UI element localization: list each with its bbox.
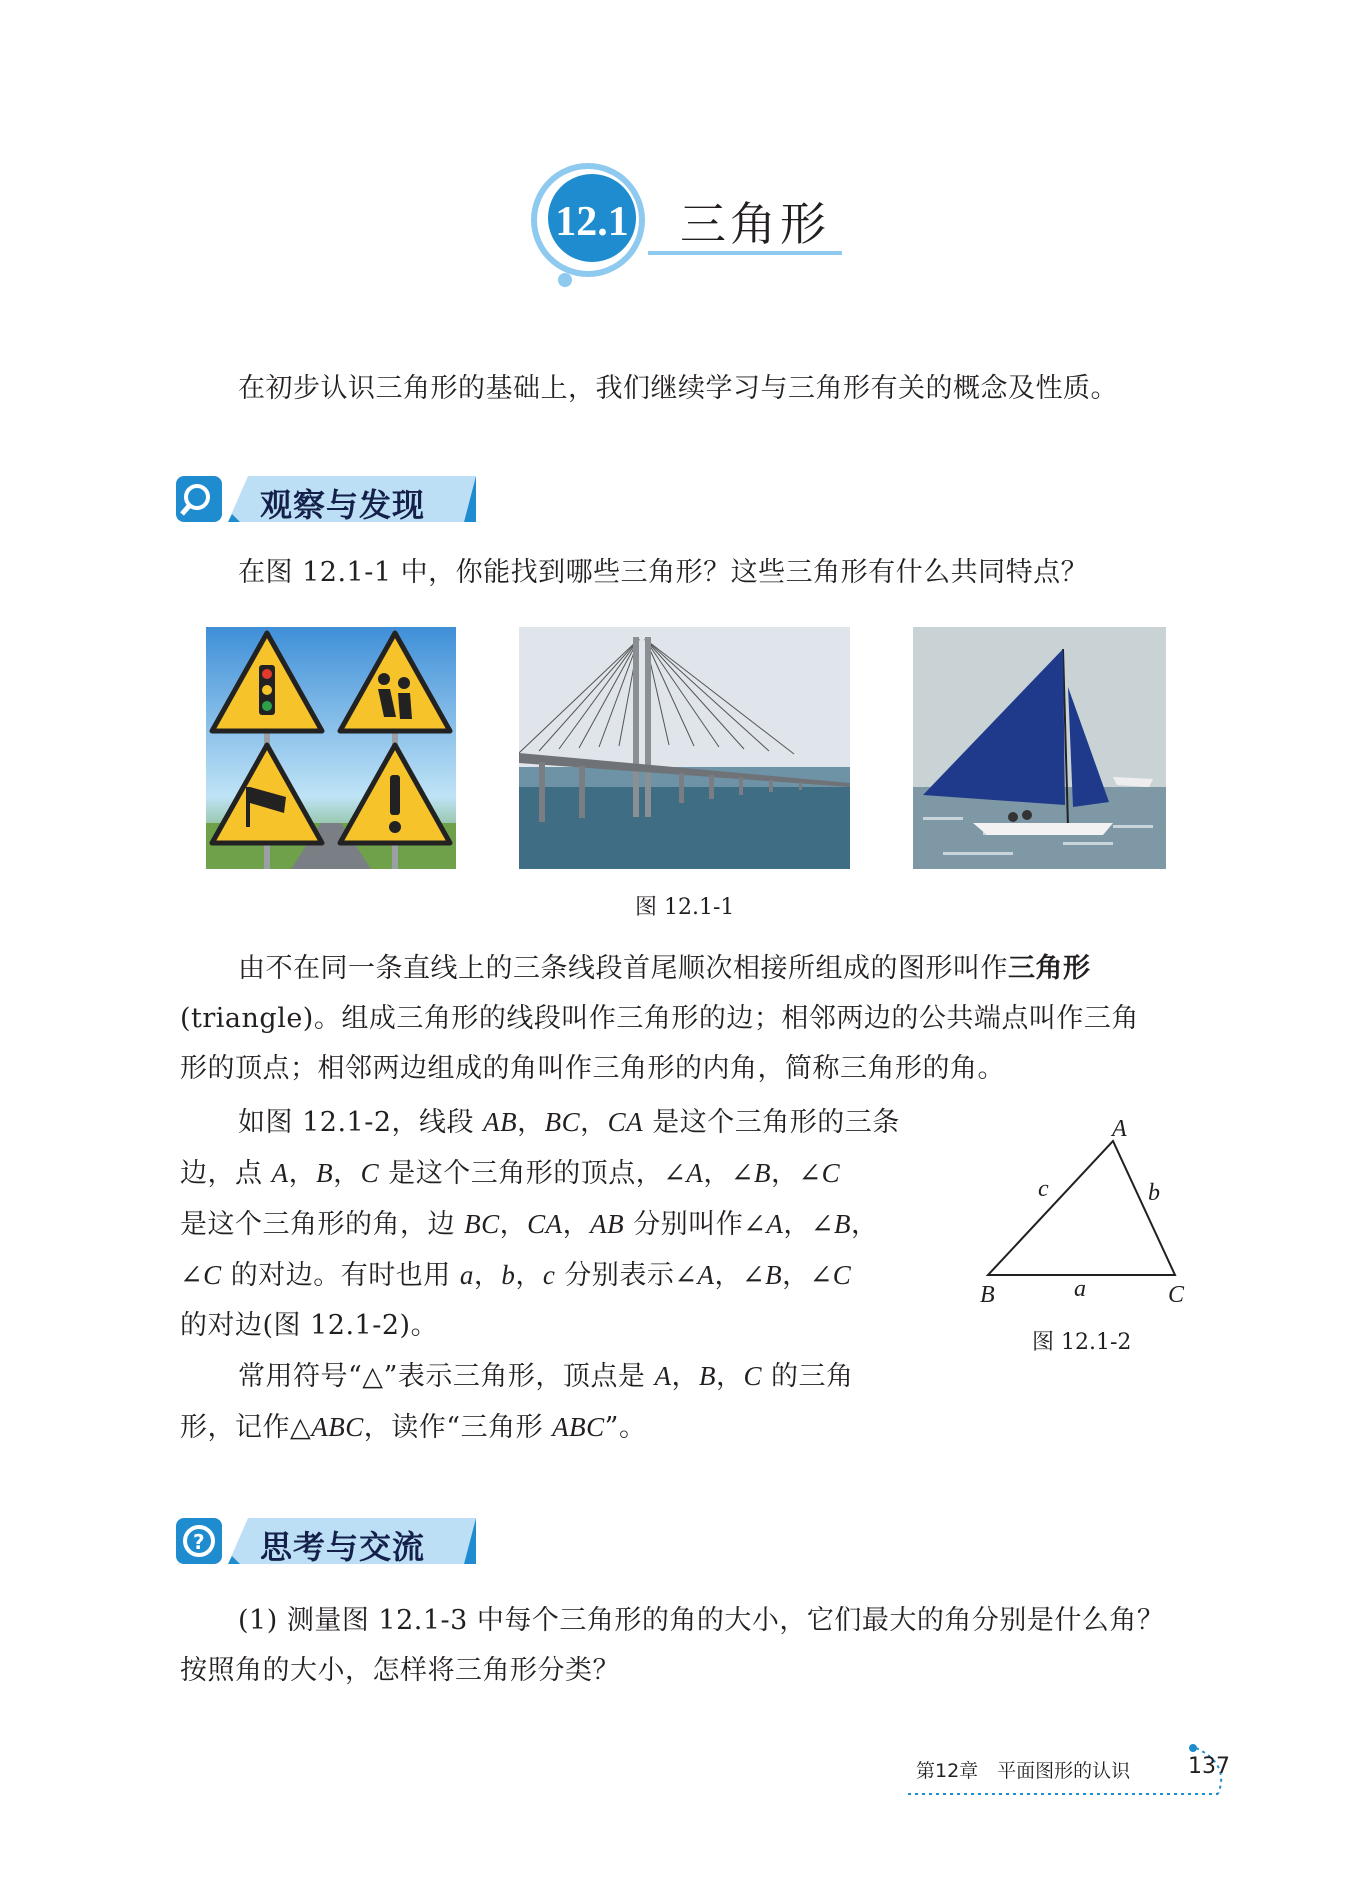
photo-cable-bridge <box>519 627 850 869</box>
definition-term: 三角形 <box>1008 953 1091 984</box>
vertex-label-A: A <box>1112 1116 1127 1142</box>
side-label-a: a <box>1074 1276 1086 1302</box>
section-badge <box>530 158 850 288</box>
figure2-caption: 图 12.1-2 <box>1032 1330 1132 1355</box>
definition-line-3: 形的顶点；相邻两边组成的角叫作三角形的内角，简称三角形的角。 <box>180 1053 1005 1084</box>
think-question-1 <box>180 1596 1164 1696</box>
section-title: 三角形 <box>680 197 830 251</box>
think-heading: 思考与交流 <box>260 1528 426 1566</box>
triangle-figure <box>970 1110 1210 1355</box>
footer-page-number: 137 <box>1188 1754 1230 1779</box>
sailboat-image <box>913 627 1166 869</box>
vertex-label-B: B <box>980 1282 995 1308</box>
observe-question: 在图 12.1-1 中，你能找到哪些三角形？这些三角形有什么共同特点？ <box>238 557 1089 588</box>
photo-warning-signs <box>206 627 456 869</box>
svg-text:?: ? <box>193 1530 205 1554</box>
warning-signs-image <box>206 627 456 869</box>
example-line-4: ∠C 的对边。有时也用 a，b，c 分别表示∠A，∠B，∠C <box>180 1260 852 1291</box>
side-label-b: b <box>1148 1180 1160 1206</box>
example-line-1: 如图 12.1-2，线段 AB，BC，CA 是这个三角形的三条 <box>238 1107 900 1138</box>
definition-paragraph <box>180 944 1139 1094</box>
vertex-label-C: C <box>1168 1282 1185 1308</box>
think-line-2: 按照角的大小，怎样将三角形分类？ <box>180 1655 620 1686</box>
footer-chapter: 第12章 平面图形的认识 <box>916 1760 1131 1782</box>
definition-line-2: (triangle)。组成三角形的线段叫作三角形的边；相邻两边的公共端点叫作三角 <box>180 1003 1139 1034</box>
side-label-c: c <box>1038 1176 1049 1202</box>
photo-sailboat <box>913 627 1166 869</box>
footer <box>900 1742 1240 1802</box>
definition-line-1: 由不在同一条直线上的三条线段首尾顺次相接所组成的图形叫作三角形 <box>238 953 1091 984</box>
observe-heading: 观察与发现 <box>260 486 426 524</box>
triangle-diagram <box>970 1110 1210 1310</box>
think-line-1: (1) 测量图 12.1-3 中每个三角形的角的大小，它们最大的角分别是什么角？ <box>238 1605 1165 1636</box>
example-line-5: 的对边(图 12.1-2)。 <box>180 1310 439 1341</box>
figure1-caption: 图 12.1-1 <box>635 895 735 920</box>
observe-heading-bar <box>176 470 476 528</box>
notation-line-2: 形，记作△ABC，读作“三角形 ABC”。 <box>180 1412 647 1443</box>
example-paragraph <box>180 1097 900 1351</box>
notation-line-1: 常用符号“△”表示三角形，顶点是 A，B，C 的三角 <box>238 1361 854 1392</box>
section-number: 12.1 <box>555 199 629 245</box>
cable-bridge-image <box>519 627 850 869</box>
intro-text: 在初步认识三角形的基础上，我们继续学习与三角形有关的概念及性质。 <box>238 373 1118 404</box>
think-heading-bar <box>176 1512 476 1570</box>
notation-paragraph <box>180 1351 854 1453</box>
example-line-2: 边，点 A，B，C 是这个三角形的顶点，∠A，∠B，∠C <box>180 1158 841 1189</box>
example-line-3: 是这个三角形的角，边 BC，CA，AB 分别叫作∠A，∠B， <box>180 1209 879 1240</box>
